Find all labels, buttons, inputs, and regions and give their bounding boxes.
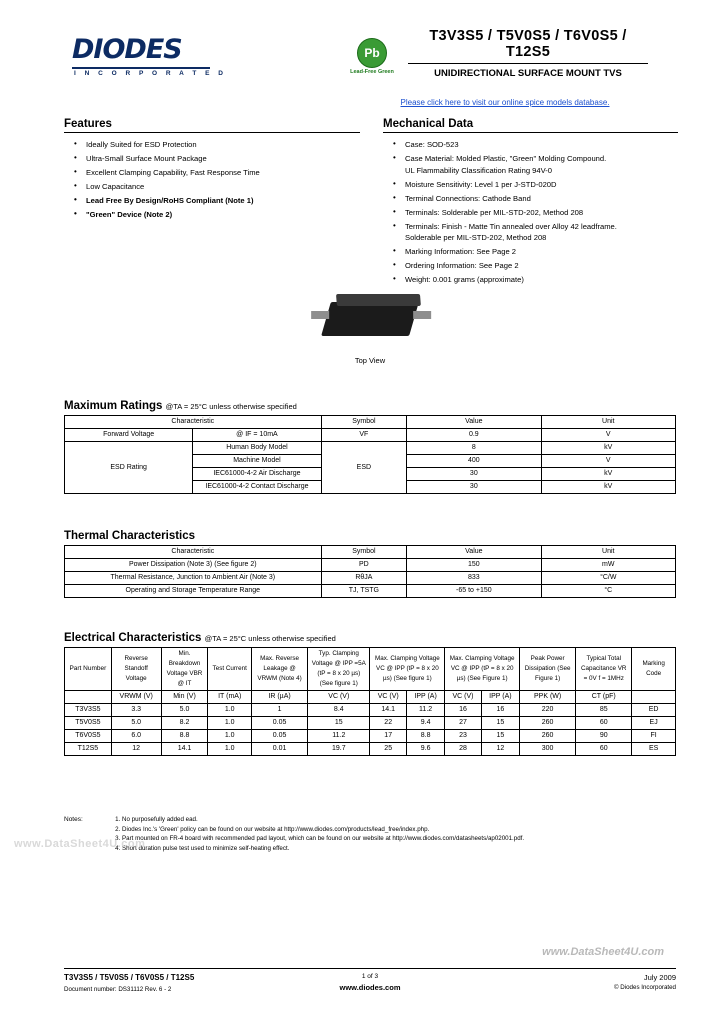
- cell-unit: V: [541, 429, 675, 442]
- cell-vc2: 27: [445, 717, 481, 730]
- cell-symbol: RθJA: [321, 572, 407, 585]
- cell-ipp1: 8.8: [406, 730, 444, 743]
- cell-value: -65 to +150: [407, 585, 541, 598]
- feature-text: Ideally Suited for ESD Protection: [86, 140, 197, 149]
- features-heading: Features: [64, 118, 360, 133]
- table-row: [65, 572, 676, 585]
- cell-ipp2: 16: [481, 704, 519, 717]
- cell-ir: 0.05: [252, 717, 308, 730]
- table-row: [65, 442, 676, 455]
- cell-unit: mW: [541, 559, 675, 572]
- cell-ppk: 260: [520, 730, 576, 743]
- col-breakdown-voltage: Min. Breakdown Voltage VBR @ IT: [161, 648, 208, 691]
- cell-unit: kV: [541, 481, 675, 494]
- footer-copyright: © Diodes Incorporated: [614, 984, 676, 991]
- list-item: 1. No purposefully added ead.: [122, 816, 684, 825]
- cell-unit: kV: [541, 442, 675, 455]
- cell-characteristic: ESD Rating: [65, 442, 193, 494]
- package-lead-left: [311, 311, 329, 319]
- col-capacitance: Typical Total Capacitance VR = 0V f = 1MHz: [576, 648, 632, 691]
- cell-vc-typ: 11.2: [308, 730, 370, 743]
- mech-text: Ordering Information: See Page 2: [405, 261, 519, 270]
- cell-condition: @ IF = 10mA: [193, 429, 321, 442]
- cell-ct: 60: [576, 743, 632, 756]
- cell-it: 1.0: [208, 743, 252, 756]
- cell-ir: 0.05: [252, 730, 308, 743]
- cell-ir: 0.01: [252, 743, 308, 756]
- cell-symbol: VF: [321, 429, 407, 442]
- mechanical-section: [383, 118, 678, 288]
- unit-cell: IT (mA): [208, 691, 252, 704]
- col-max-clamping-2: Max. Clamping Voltage VC @ IPP (tP = 8 x 20 µs) (See Figure 1): [445, 648, 520, 691]
- cell-vrwm: 5.0: [111, 717, 161, 730]
- unit-cell: [632, 691, 676, 704]
- mech-text: Terminal Connections: Cathode Band: [405, 193, 531, 203]
- cell-unit: kV: [541, 468, 675, 481]
- cell-vrwm: 6.0: [111, 730, 161, 743]
- table-header-row: [65, 546, 676, 559]
- cell-vc2: 28: [445, 743, 481, 756]
- unit-cell: CT (pF): [576, 691, 632, 704]
- list-item: [383, 153, 678, 176]
- cell-vc1: 25: [370, 743, 406, 756]
- package-lead-right: [413, 311, 431, 319]
- list-item: [383, 207, 678, 219]
- electrical-table: [64, 647, 676, 756]
- table-header-row: [65, 416, 676, 429]
- cell-value: 400: [407, 455, 541, 468]
- cell-ipp1: 9.6: [406, 743, 444, 756]
- mech-text: Terminals: Finish - Matte Tin annealed over Alloy 42 leadframe.: [405, 221, 617, 231]
- list-item: [64, 167, 360, 179]
- col-value: Value: [407, 416, 541, 429]
- electrical-title: Electrical Characteristics: [64, 632, 202, 644]
- spice-models-link[interactable]: Please click here to visit our online spice models database.: [400, 98, 610, 107]
- watermark-left: www.DataSheet4U.com: [14, 838, 146, 850]
- unit-cell: VC (V): [308, 691, 370, 704]
- cell-symbol: TJ, TSTG: [321, 585, 407, 598]
- feature-text: "Green" Device (Note 2): [86, 210, 173, 219]
- notes-label: Notes:: [64, 816, 83, 823]
- unit-cell: Min (V): [161, 691, 208, 704]
- col-typ-clamping: Typ. Clamping Voltage @ IPP =5A (tP = 8 x 20 µs) (See figure 1): [308, 648, 370, 691]
- cell-vc1: 17: [370, 730, 406, 743]
- list-item: [64, 195, 360, 207]
- col-standoff-voltage: Reverse Standoff Voltage: [111, 648, 161, 691]
- page-header: [0, 0, 720, 110]
- lead-free-label: Lead-Free Green: [350, 69, 394, 75]
- list-item: [383, 179, 678, 191]
- cell-part: T5V0S5: [65, 717, 112, 730]
- package-top-face: [336, 294, 421, 306]
- cell-ir: 1: [252, 704, 308, 717]
- cell-ct: 90: [576, 730, 632, 743]
- unit-cell: IPP (A): [481, 691, 519, 704]
- cell-ipp2: 15: [481, 730, 519, 743]
- table-row: [65, 743, 676, 756]
- maximum-ratings-subtitle: @TA = 25°C unless otherwise specified: [165, 402, 297, 411]
- cell-characteristic: Operating and Storage Temperature Range: [65, 585, 322, 598]
- list-item: [383, 139, 678, 151]
- cell-unit: °C/W: [541, 572, 675, 585]
- col-reverse-leakage: Max. Reverse Leakage @ VRWM (Note 4): [252, 648, 308, 691]
- thermal-characteristics-section: [64, 530, 676, 598]
- list-item: [383, 221, 678, 244]
- table-row: [65, 585, 676, 598]
- cell-condition: IEC61000-4-2 Contact Discharge: [193, 481, 321, 494]
- cell-marking: ES: [632, 743, 676, 756]
- mech-text: Marking Information: See Page 2: [405, 247, 517, 256]
- notes-section: [64, 816, 684, 854]
- cell-ipp2: 12: [481, 743, 519, 756]
- cell-it: 1.0: [208, 704, 252, 717]
- col-symbol: Symbol: [321, 416, 407, 429]
- list-item: [64, 209, 360, 221]
- electrical-characteristics-section: [64, 632, 676, 756]
- cell-vbr: 14.1: [161, 743, 208, 756]
- list-item: 3. Part mounted on FR-4 board with recommended pad layout, which can be found on our website at http://www.diodes.com/datasheets/ap02001.pdf.: [122, 835, 684, 844]
- feature-text: Ultra-Small Surface Mount Package: [86, 154, 207, 163]
- list-item: 4. Short duration pulse test used to minimize self-heating effect.: [122, 845, 684, 854]
- cell-value: 150: [407, 559, 541, 572]
- mech-subtext: UL Flammability Classification Rating 94V-0: [405, 165, 553, 175]
- table-header-row: [65, 648, 676, 691]
- feature-text: Low Capacitance: [86, 182, 145, 191]
- mech-text: Moisture Sensitivity: Level 1 per J-STD-020D: [405, 179, 557, 189]
- page-footer: [64, 968, 676, 1003]
- table-row: [65, 717, 676, 730]
- cell-it: 1.0: [208, 717, 252, 730]
- col-peak-power: Peak Power Dissipation (See Figure 1): [520, 648, 576, 691]
- feature-text: Excellent Clamping Capability, Fast Response Time: [86, 168, 260, 177]
- cell-value: 30: [407, 468, 541, 481]
- cell-ipp1: 11.2: [406, 704, 444, 717]
- cell-condition: Machine Model: [193, 455, 321, 468]
- page-title: T3V3S5 / T5V0S5 / T6V0S5 / T12S5: [429, 28, 627, 60]
- table-row: [65, 704, 676, 717]
- cell-vc-typ: 8.4: [308, 704, 370, 717]
- cell-vbr: 8.2: [161, 717, 208, 730]
- cell-vc1: 14.1: [370, 704, 406, 717]
- cell-vc-typ: 15: [308, 717, 370, 730]
- cell-vc2: 16: [445, 704, 481, 717]
- electrical-heading: [64, 632, 676, 644]
- col-marking-code: Marking Code: [632, 648, 676, 691]
- unit-cell: VRWM (V): [111, 691, 161, 704]
- cell-marking: ED: [632, 704, 676, 717]
- diodes-logo: [72, 34, 227, 77]
- feature-text: Lead Free By Design/RoHS Compliant (Note 1): [86, 196, 254, 205]
- col-characteristic: Characteristic: [65, 416, 322, 429]
- unit-cell: IPP (A): [406, 691, 444, 704]
- cell-vc-typ: 19.7: [308, 743, 370, 756]
- package-illustration: [300, 296, 440, 365]
- cell-part: T6V0S5: [65, 730, 112, 743]
- footer-page-number: 1 of 3: [361, 973, 379, 980]
- unit-cell: VC (V): [445, 691, 481, 704]
- cell-ct: 60: [576, 717, 632, 730]
- col-characteristic: Characteristic: [65, 546, 322, 559]
- package-caption: Top View: [354, 356, 386, 365]
- maximum-ratings-title: Maximum Ratings: [64, 400, 163, 412]
- electrical-subtitle: @TA = 25°C unless otherwise specified: [204, 634, 336, 643]
- cell-unit: V: [541, 455, 675, 468]
- page-subtitle: UNIDIRECTIONAL SURFACE MOUNT TVS: [434, 68, 622, 79]
- list-item: [383, 246, 678, 258]
- col-symbol: Symbol: [321, 546, 407, 559]
- list-item: 2. Diodes Inc.'s 'Green' policy can be found on our website at http://www.diodes.com/products/lead_free/index.php.: [122, 826, 684, 835]
- thermal-table: [64, 545, 676, 598]
- maximum-ratings-heading: [64, 400, 676, 412]
- package-body-graphic: [321, 302, 419, 336]
- maximum-ratings-table: [64, 415, 676, 494]
- thermal-heading: Thermal Characteristics: [64, 530, 196, 542]
- cell-marking: FI: [632, 730, 676, 743]
- cell-condition: Human Body Model: [193, 442, 321, 455]
- col-part-number: Part Number: [65, 648, 112, 691]
- logo-divider: [72, 67, 210, 69]
- list-item: [64, 153, 360, 165]
- footer-document-number: Document number: DS31112 Rev. 6 - 2: [64, 986, 172, 993]
- table-row: [65, 730, 676, 743]
- list-item: [383, 260, 678, 272]
- cell-value: 0.9: [407, 429, 541, 442]
- watermark-right: www.DataSheet4U.com: [542, 946, 664, 958]
- cell-ppk: 300: [520, 743, 576, 756]
- col-unit: Unit: [541, 416, 675, 429]
- logo-wordmark: DIODES: [72, 34, 182, 65]
- cell-vrwm: 12: [111, 743, 161, 756]
- cell-characteristic: Thermal Resistance, Junction to Ambient Air (Note 3): [65, 572, 322, 585]
- mech-text: Case Material: Molded Plastic, "Green" Molding Compound.: [405, 154, 607, 163]
- cell-ipp1: 9.4: [406, 717, 444, 730]
- title-block: [408, 28, 648, 79]
- cell-vc1: 22: [370, 717, 406, 730]
- cell-vbr: 8.8: [161, 730, 208, 743]
- cell-unit: °C: [541, 585, 675, 598]
- cell-ct: 85: [576, 704, 632, 717]
- features-section: [64, 118, 360, 223]
- cell-part: T12S5: [65, 743, 112, 756]
- cell-symbol: PD: [321, 559, 407, 572]
- cell-ipp2: 15: [481, 717, 519, 730]
- cell-characteristic: Forward Voltage: [65, 429, 193, 442]
- mech-text: Terminals: Solderable per MIL-STD-202, Method 208: [405, 207, 584, 217]
- mech-subtext: Solderable per MIL-STD-202, Method 208: [405, 233, 547, 242]
- table-units-row: [65, 691, 676, 704]
- notes-list: [64, 816, 684, 853]
- cell-value: 8: [407, 442, 541, 455]
- cell-vc2: 23: [445, 730, 481, 743]
- cell-vrwm: 3.3: [111, 704, 161, 717]
- col-max-clamping-1: Max. Clamping Voltage VC @ IPP (tP = 8 x 20 µs) (See figure 1): [370, 648, 445, 691]
- table-row: [65, 559, 676, 572]
- unit-cell: PPK (W): [520, 691, 576, 704]
- cell-vbr: 5.0: [161, 704, 208, 717]
- features-list: [64, 139, 360, 221]
- cell-it: 1.0: [208, 730, 252, 743]
- maximum-ratings-section: [64, 400, 676, 494]
- mech-text: Case: SOD-523: [405, 140, 459, 149]
- cell-ppk: 220: [520, 704, 576, 717]
- table-row: [65, 429, 676, 442]
- cell-characteristic: Power Dissipation (Note 3) (See figure 2): [65, 559, 322, 572]
- mech-text: Weight: 0.001 grams (approximate): [405, 275, 524, 284]
- unit-cell: [65, 691, 112, 704]
- footer-url[interactable]: www.diodes.com: [339, 983, 401, 992]
- col-value: Value: [407, 546, 541, 559]
- title-divider: [408, 63, 648, 64]
- unit-cell: IR (µA): [252, 691, 308, 704]
- mechanical-heading: Mechanical Data: [383, 118, 678, 133]
- unit-cell: VC (V): [370, 691, 406, 704]
- mechanical-list: [383, 139, 678, 286]
- footer-date: July 2009: [643, 973, 676, 982]
- col-test-current: Test Current: [208, 648, 252, 691]
- lead-free-badge: [342, 38, 402, 75]
- logo-tagline: I N C O R P O R A T E D: [74, 70, 227, 77]
- list-item: [383, 193, 678, 205]
- footer-parts: T3V3S5 / T5V0S5 / T6V0S5 / T12S5: [64, 973, 195, 982]
- list-item: [383, 274, 678, 286]
- col-unit: Unit: [541, 546, 675, 559]
- cell-part: T3V3S5: [65, 704, 112, 717]
- cell-value: 30: [407, 481, 541, 494]
- list-item: [64, 181, 360, 193]
- cell-value: 833: [407, 572, 541, 585]
- cell-symbol: ESD: [321, 442, 407, 494]
- list-item: [64, 139, 360, 151]
- cell-ppk: 260: [520, 717, 576, 730]
- cell-condition: IEC61000-4-2 Air Discharge: [193, 468, 321, 481]
- pb-icon: Pb: [357, 38, 387, 68]
- cell-marking: EJ: [632, 717, 676, 730]
